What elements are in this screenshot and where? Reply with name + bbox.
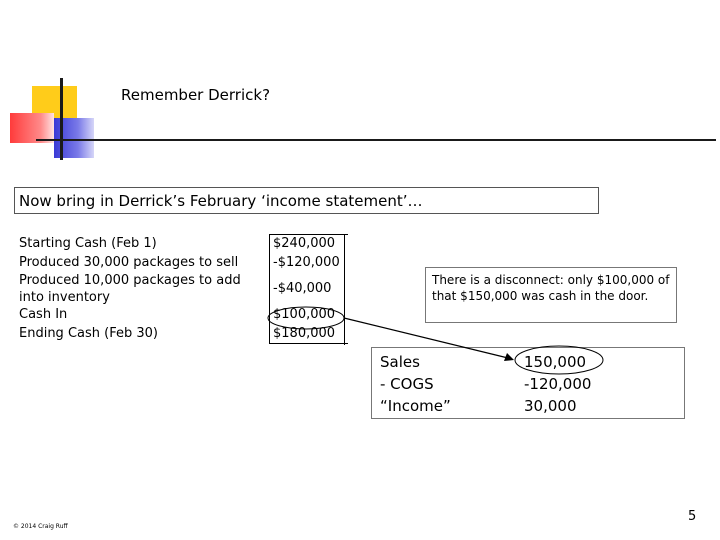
- row-value: -$40,000: [270, 272, 349, 306]
- row-label: Starting Cash (Feb 1): [19, 235, 157, 251]
- sales-circle: [515, 346, 603, 374]
- slide-title: Remember Derrick?: [121, 86, 271, 104]
- row-value: $180,000: [270, 325, 349, 344]
- connector-arrow: [344, 318, 508, 358]
- income-label-cogs: - COGS: [380, 375, 434, 393]
- income-label-income: “Income”: [380, 397, 451, 415]
- income-value-income: 30,000: [524, 397, 577, 415]
- arrowhead: [504, 353, 514, 361]
- cash-in-circle: [268, 307, 344, 329]
- income-value-cogs: -120,000: [524, 375, 592, 393]
- income-value-sales: 150,000: [524, 353, 587, 371]
- page-number: 5: [688, 509, 697, 524]
- row-value: $100,000: [270, 306, 349, 325]
- row-value: $240,000: [270, 235, 349, 254]
- income-label-sales: Sales: [380, 353, 420, 371]
- row-label: Ending Cash (Feb 30): [19, 325, 158, 341]
- note-text: There is a disconnect: only $100,000 of that $150,000 was cash in the door.: [432, 273, 670, 303]
- row-value: -$120,000: [270, 254, 349, 273]
- row-label: Cash In: [19, 307, 68, 322]
- banner-text: Now bring in Derrick’s February ‘income statement’…: [19, 192, 423, 210]
- row-label: Produced 10,000 packages to add into inventory: [19, 273, 241, 305]
- copyright-footer: © 2014 Craig Ruff: [13, 523, 68, 530]
- row-label: Produced 30,000 packages to sell: [19, 254, 239, 270]
